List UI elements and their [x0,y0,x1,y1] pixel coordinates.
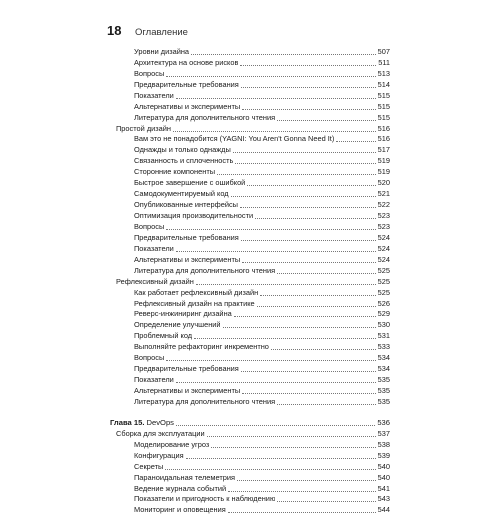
toc-entry-title: Конфигурация [134,450,184,460]
toc-entry-title: Рефлексивный дизайн на практике [134,298,255,308]
toc-entry [110,69,390,80]
toc-entry-title: Предварительные требования [134,79,239,89]
toc-entry [110,277,390,288]
toc-entry [110,211,390,222]
dot-leader [166,75,375,77]
dot-leader [217,173,376,175]
toc-entry [110,440,390,451]
toc-entry [110,156,390,167]
toc-entry [110,288,390,299]
dot-leader [176,97,376,99]
toc-entry [110,451,390,462]
toc-entry [110,266,390,277]
dot-leader [233,151,376,153]
dot-leader [196,283,376,285]
toc-entry-page: 531 [377,331,390,341]
toc-entry-page: 540 [377,472,390,482]
toc-entry-title: Предварительные требования [134,364,239,374]
toc-entry-page: 520 [377,178,390,188]
toc-entry-page: 523 [377,221,390,231]
toc-entry-page: 524 [377,232,390,242]
toc-entry-page: 517 [377,145,390,155]
dot-leader [176,424,375,426]
toc-entry [110,189,390,200]
dot-leader [166,359,375,361]
toc-entry [110,299,390,310]
toc-entry-page: 541 [377,483,390,493]
toc-entry-page: 534 [377,364,390,374]
toc-entry-page: 533 [377,342,390,352]
toc-entry-title: Показатели [134,375,174,385]
toc-entry-title: Самодокументируемый код [134,189,229,199]
dot-leader [241,86,376,88]
toc-entry-title: Вопросы [134,221,165,231]
toc-entry-title: Рефлексивный дизайн [116,276,194,286]
toc-entry-page: 525 [377,265,390,275]
toc-entry-page: 516 [377,123,390,133]
dot-leader [242,392,375,394]
toc-entry-title: Альтернативы и эксперименты [134,254,241,264]
dot-leader [186,457,376,459]
toc-entry [110,102,390,113]
toc-entry-page: 537 [377,428,390,438]
toc-entry-title: Сторонние компоненты [134,167,216,177]
dot-leader [240,206,376,208]
toc-entry-title: Ведение журнала событий [134,483,227,493]
toc-entry [110,320,390,331]
dot-leader [166,228,375,230]
dot-leader [241,370,376,372]
toc-entry [110,429,390,440]
toc-entry-page: 543 [377,494,390,504]
toc-entry-title: Однажды и только однажды [134,145,231,155]
dot-leader [207,435,376,437]
toc-entry-title: Уровни дизайна [134,46,190,56]
toc-entry-title: Показатели и пригодность к наблюдению [134,494,276,504]
toc-entry-page: 521 [377,189,390,199]
table-of-contents [110,47,390,516]
toc-entry [110,80,390,91]
dot-leader [231,195,376,197]
toc-entry-title: Сборка для эксплуатации [116,428,205,438]
toc-entry [110,331,390,342]
toc-entry-title: Альтернативы и эксперименты [134,101,241,111]
toc-entry-page: 523 [377,211,390,221]
toc-entry-page: 536 [377,417,390,427]
toc-entry-page: 515 [377,101,390,111]
toc-entry-page: 535 [377,386,390,396]
toc-entry-page: 522 [377,200,390,210]
toc-entry [110,222,390,233]
toc-entry-title: Мониторинг и оповещения [134,505,226,515]
toc-entry [110,364,390,375]
dot-leader [242,108,375,110]
toc-entry [110,178,390,189]
toc-entry-page: 511 [378,57,390,67]
toc-entry [110,342,390,353]
toc-entry-title: Опубликованные интерфейсы [134,200,238,210]
toc-entry [110,47,390,58]
toc-entry-page: 530 [377,320,390,330]
toc-entry-page: 539 [377,450,390,460]
toc-entry [110,473,390,484]
toc-entry-page: 519 [377,167,390,177]
dot-leader [257,305,376,307]
toc-entry-title: Реверс-инжиниринг дизайна [134,309,232,319]
chapter-name: DevOps [144,417,174,427]
toc-entry [110,58,390,69]
section-title: Оглавление [135,27,188,38]
toc-entry-page: 525 [377,276,390,286]
toc-entry-page: 535 [377,375,390,385]
toc-entry-page: 535 [377,396,390,406]
toc-entry-page: 525 [377,287,390,297]
toc-entry [110,233,390,244]
toc-entry-page: 507 [377,46,390,56]
toc-entry-page: 515 [377,112,390,122]
toc-entry-page: 529 [377,309,390,319]
dot-leader [260,294,375,296]
toc-entry-page: 526 [377,298,390,308]
dot-leader [176,381,376,383]
toc-entry [110,462,390,473]
toc-entry-title: Как работает рефлексивный дизайн [134,287,259,297]
dot-leader [194,337,376,339]
toc-entry-title: Архитектура на основе рисков [134,57,239,67]
toc-entry-page: 516 [377,134,390,144]
toc-entry-page: 513 [377,68,390,78]
toc-entry [110,135,390,146]
toc-entry-title: Определение улучшений [134,320,221,330]
toc-entry-title: Секреты [134,461,164,471]
dot-leader [277,500,375,502]
toc-entry [110,113,390,124]
toc-entry-title: Параноидальная телеметрия [134,472,235,482]
dot-leader [277,272,376,274]
dot-leader [235,162,375,164]
dot-leader [234,315,376,317]
dot-leader [191,53,376,55]
toc-entry [110,505,390,516]
toc-entry-title: Оптимизация производительности [134,211,254,221]
dot-leader [242,261,375,263]
dot-leader [240,64,376,66]
toc-entry-page: 540 [377,461,390,471]
toc-entry-title: Проблемный код [134,331,193,341]
toc-entry [110,353,390,364]
toc-entry-page: 534 [377,353,390,363]
toc-entry-title [110,418,174,429]
dot-leader [247,184,375,186]
dot-leader [255,217,376,219]
dot-leader [211,446,375,448]
toc-entry-title: Предварительные требования [134,232,239,242]
chapter-label: Глава 15. [110,417,145,427]
running-head [107,23,188,39]
toc-entry [110,91,390,102]
toc-entry-title: Литература для дополнительного чтения [134,396,276,406]
toc-entry [110,167,390,178]
toc-entry [110,386,390,397]
dot-leader [277,119,376,121]
toc-entry-title: Вопросы [134,68,165,78]
toc-entry-page: 538 [377,439,390,449]
page-number: 18 [107,23,122,38]
toc-entry-page: 544 [377,505,390,515]
toc-entry [110,375,390,386]
dot-leader [176,250,376,252]
toc-entry-page: 515 [377,90,390,100]
toc-entry-title: Простой дизайн [116,123,171,133]
toc-entry [110,200,390,211]
toc-entry-title: Быстрое завершение с ошибкой [134,178,246,188]
dot-leader [165,468,375,470]
toc-entry [110,145,390,156]
toc-entry [110,244,390,255]
toc-entry-title: Вопросы [134,353,165,363]
toc-entry [110,397,390,408]
dot-leader [241,239,376,241]
toc-entry [110,484,390,495]
toc-chapter-entry [110,418,390,429]
toc-entry-title: Вам это не понадобится (YAGNI: You Aren't Gonna Need It) [134,134,335,144]
toc-entry-page: 519 [377,156,390,166]
toc-entry-page: 524 [377,254,390,264]
toc-entry-title: Связанность и сплоченность [134,156,234,166]
dot-leader [277,403,376,405]
toc-entry-title: Альтернативы и эксперименты [134,386,241,396]
toc-entry-title: Показатели [134,90,174,100]
toc-entry-title: Литература для дополнительного чтения [134,112,276,122]
toc-entry-title: Моделирование угроз [134,439,210,449]
dot-leader [237,479,376,481]
dot-leader [271,348,376,350]
dot-leader [228,511,376,513]
toc-entry-page: 524 [377,243,390,253]
dot-leader [336,140,375,142]
dot-leader [223,326,376,328]
toc-entry-page: 514 [377,79,390,89]
toc-entry-title: Выполняйте рефакторинг инкрементно [134,342,269,352]
dot-leader [173,130,376,132]
dot-leader [228,490,375,492]
toc-entry-title: Показатели [134,243,174,253]
toc-entry [110,124,390,135]
toc-entry [110,255,390,266]
toc-entry-title: Литература для дополнительного чтения [134,265,276,275]
toc-entry [110,310,390,321]
